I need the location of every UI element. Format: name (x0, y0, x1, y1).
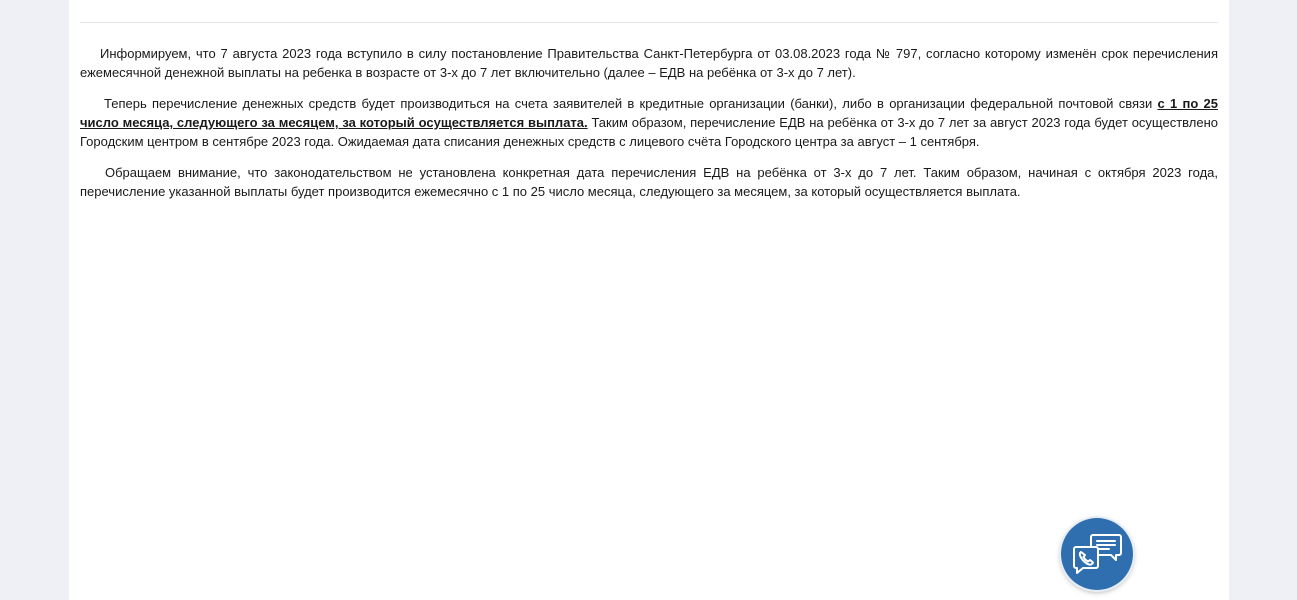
paragraph-1: Информируем, что 7 августа 2023 года вступило в силу постановление Правительства Санкт-Петербурга от 03.08.2023 года № 797, согласно которому изменён срок перечисления ежемесячной денежной выплаты на ребенка в возрасте от 3-х до 7 лет включительно (далее – ЕДВ на ребёнка от 3-х до 7 лет). (80, 46, 1218, 80)
paragraph-3: Обращаем внимание, что законодательством не установлена конкретная дата перечисления ЕДВ на ребёнка от 3-х до 7 лет. Таким образом, начиная с октября 2023 года, перечисление указанной выплаты будет производится ежемесячно с 1 по 25 число месяца, следующего за месяцем, за который осуществляется выплата. (80, 165, 1218, 199)
payment-period-emphasis: с 1 по 25 число месяца, следующего за месяцем, за который осуществляется выплата. (80, 96, 1218, 130)
paragraph-2 (80, 94, 1218, 151)
chat-widget-button[interactable] (1061, 518, 1133, 590)
divider (80, 22, 1218, 23)
paragraph-2-end: Таким образом, перечисление ЕДВ на ребёнка от 3-х до 7 лет за август 2023 года будет осуществлено Городским центром в сентябре 2023 года. Ожидаемая дата списания денежных средств с лицевого счёта Городского центра за август – 1 сентября. (80, 115, 1219, 149)
paragraph-2-start: Теперь перечисление денежных средств будет производиться на счета заявителей в кредитные организации (банки), либо в организации федеральной почтовой связи (104, 96, 1158, 111)
page-content-area (69, 0, 1229, 600)
article-body (80, 44, 1218, 213)
phone-chat-icon (1071, 532, 1123, 576)
